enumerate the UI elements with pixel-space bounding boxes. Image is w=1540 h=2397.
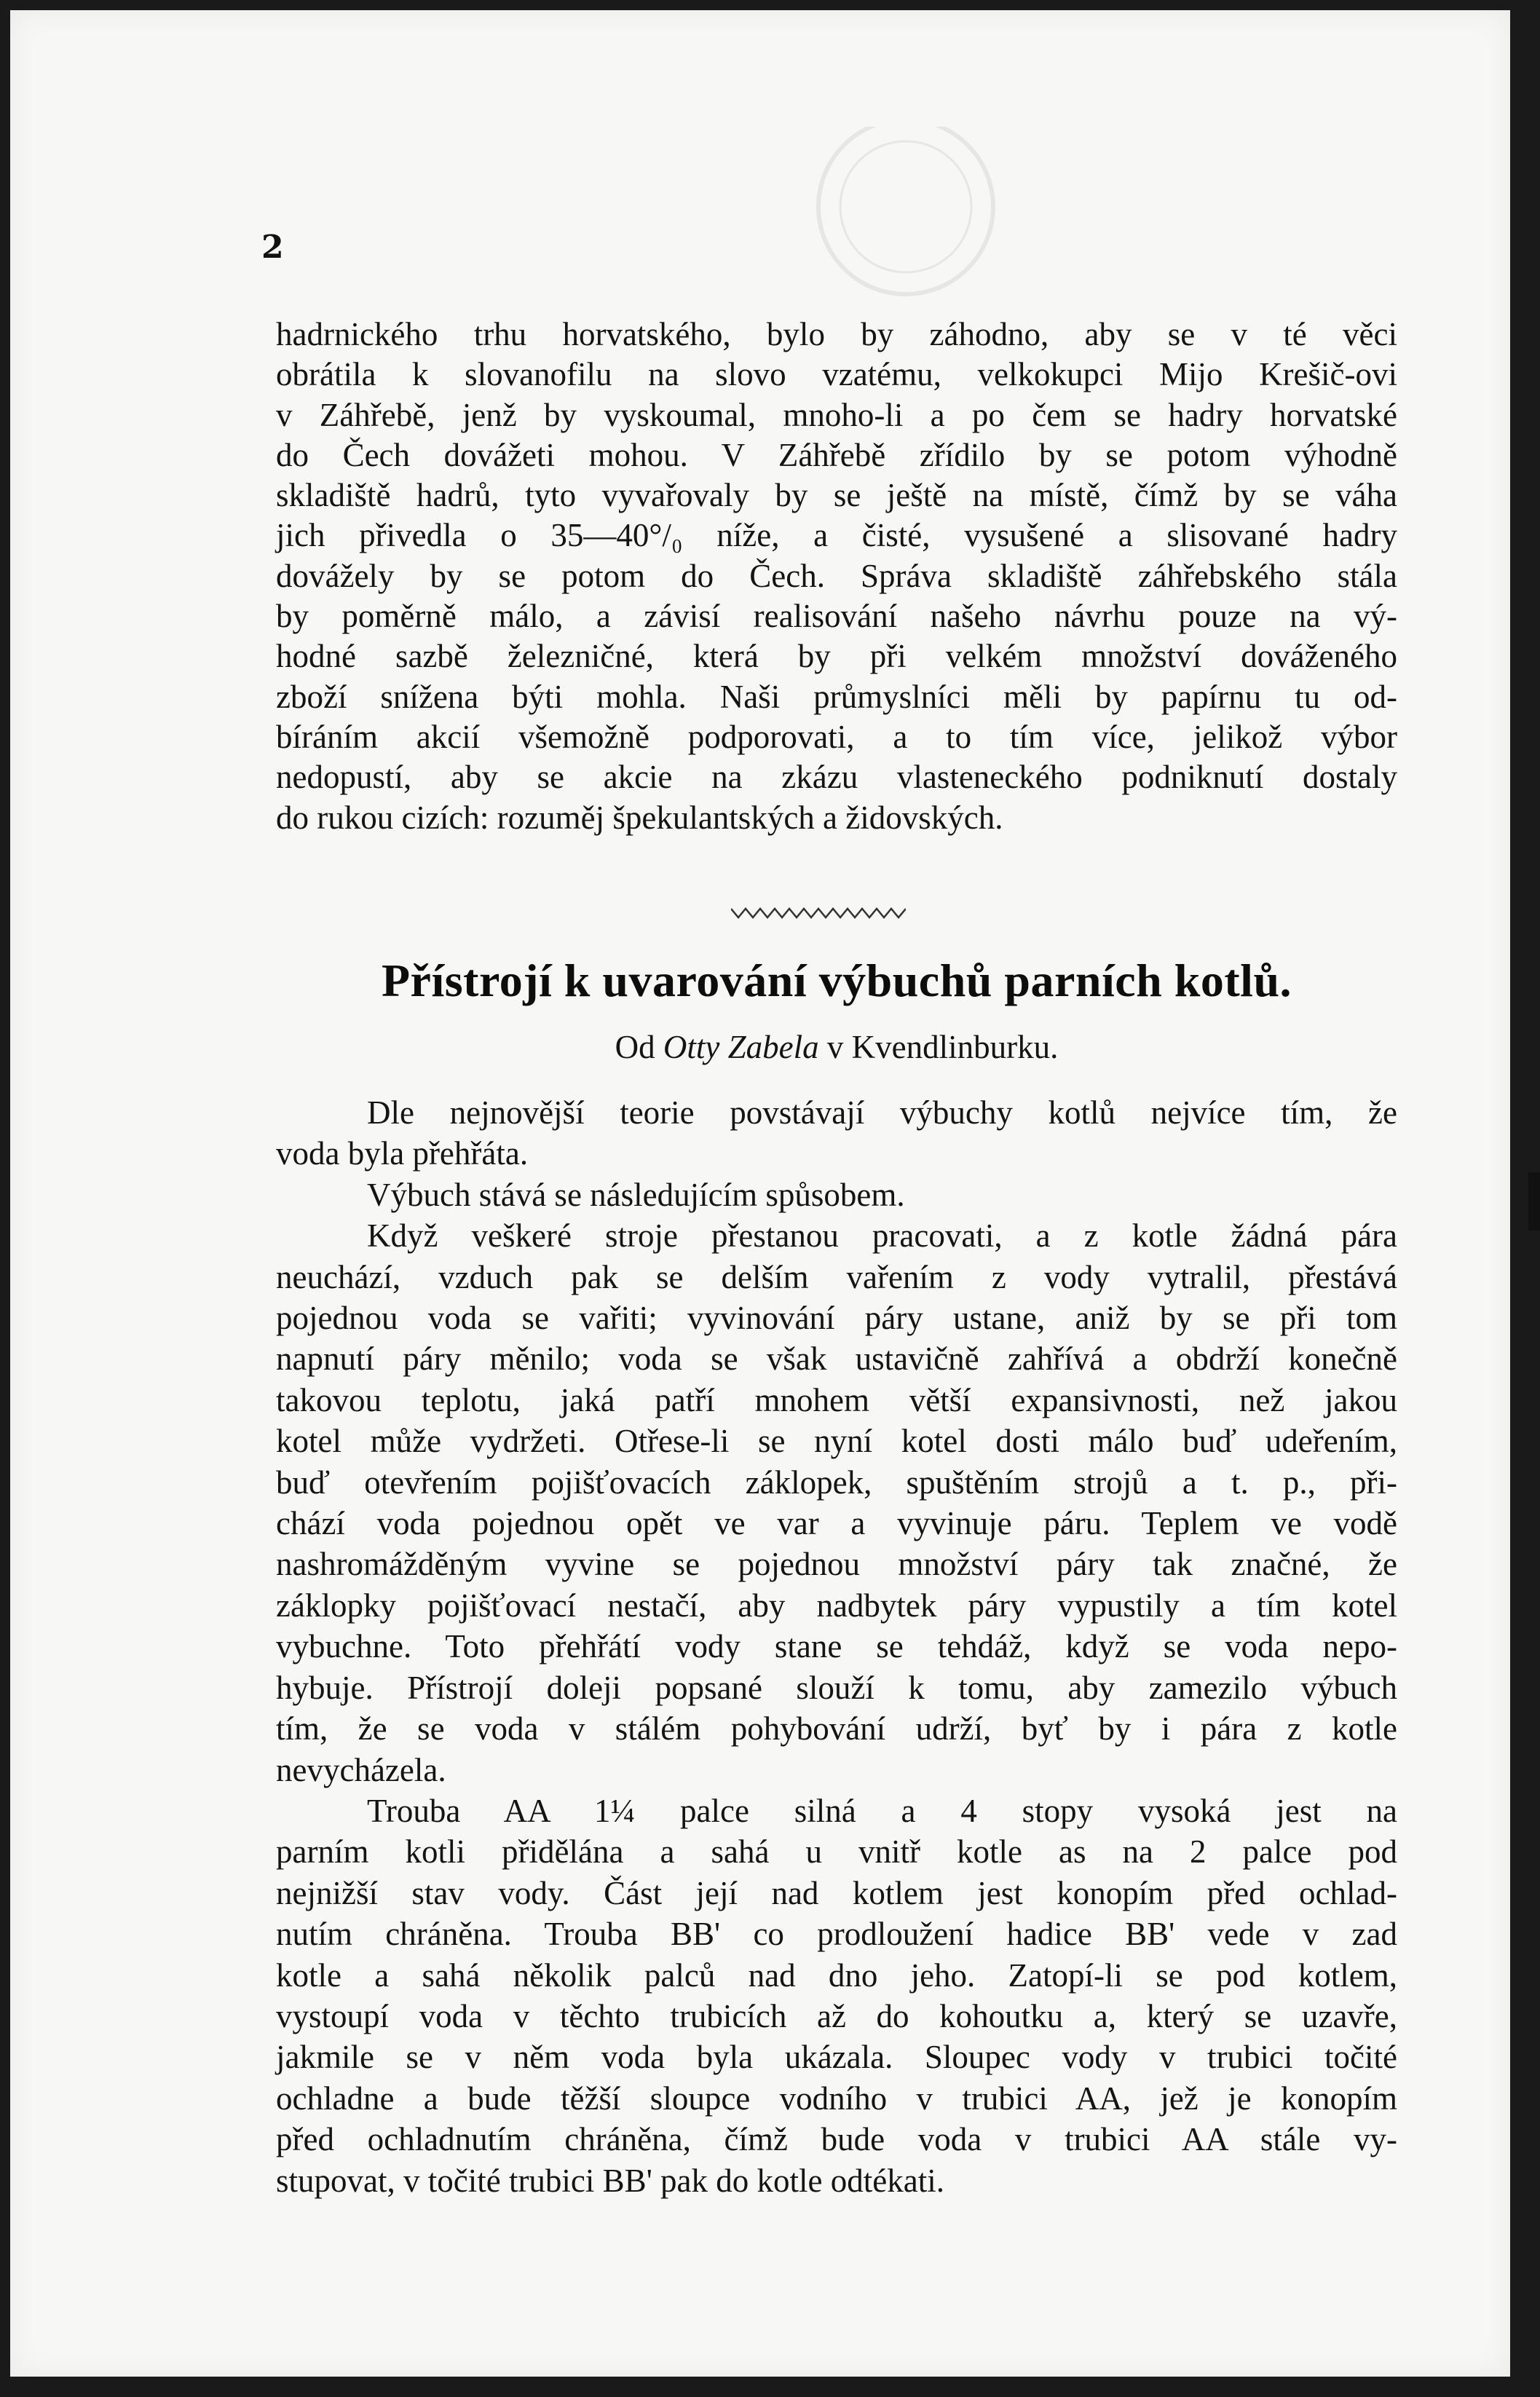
text-line: hadrnického trhu horvatského, bylo by záhodno, aby se v té věci xyxy=(276,316,1397,352)
text-line: jich přivedla o 35—40°/₀ níže, a čisté, vysušené a slisované hadry xyxy=(276,517,1397,554)
text-line: v Záhřebě, jenž by vyskoumal, mnoho-li a po čem se hadry horvatské xyxy=(276,396,1397,433)
article-body xyxy=(276,1092,1397,2201)
text-line: parním kotli přidělána a sahá u vnitř kotle as na 2 palce pod xyxy=(276,1833,1397,1871)
text-line: nejnižší stav vody. Část její nad kotlem jest konopím před ochlad- xyxy=(276,1874,1397,1911)
scan-edge-mark xyxy=(1528,1172,1540,1231)
text-line: pojednou voda se vařiti; vyvinování páry ustane, aniž by se při tom xyxy=(276,1300,1397,1337)
text-line: jakmile se v něm voda byla ukázala. Sloupec vody v trubici točité xyxy=(276,2039,1397,2076)
text-line: nutím chráněna. Trouba BB' co prodloužení hadice BB' vede v zad xyxy=(276,1916,1397,1953)
text-line: neuchází, vzduch pak se delším vařením z vody vytralil, přestává xyxy=(276,1258,1397,1295)
text-line: hybuje. Přístrojí doleji popsané slouží k tomu, aby zamezilo výbuch xyxy=(276,1669,1397,1706)
text-line: hodné sazbě železničné, která by při velkém množství dováženého xyxy=(276,638,1397,675)
section-divider-ornament xyxy=(731,903,906,922)
text-line: takovou teplotu, jaká patří mnohem větší expansivnosti, než jakou xyxy=(276,1381,1397,1418)
text-line: vybuchne. Toto přehřátí vody stane se tehdáž, když se voda nepo- xyxy=(276,1628,1397,1665)
text-line: skladiště hadrů, tyto vyvařovaly by se ještě na místě, čímž by se váha xyxy=(276,477,1397,514)
continuation-paragraph xyxy=(276,315,1397,838)
byline-location: v Kvendlinburku. xyxy=(826,1029,1059,1065)
text-line: nedopustí, aby se akcie na zkázu vlasteneckého podniknutí dostaly xyxy=(276,759,1397,796)
text-line: buď otevřením pojišťovacích záklopek, spuštěním strojů a t. p., při- xyxy=(276,1464,1397,1501)
text-line: kotle a sahá několik palců nad dno jeho. Zatopí-li se pod kotlem, xyxy=(276,1956,1397,1994)
text-line: do Čech dovážeti mohou. V Záhřebě zřídilo by se potom výhodně xyxy=(276,436,1397,473)
text-line: Když veškeré stroje přestanou pracovati, a z kotle žádná pára xyxy=(367,1217,1397,1255)
text-line: zboží snížena býti mohla. Naši průmyslníci měli by papírnu tu od- xyxy=(276,678,1397,715)
article-title: Přístrojí k uvarování výbuchů parních kotlů. xyxy=(381,955,1292,1006)
author-name: Otty Zabela xyxy=(663,1029,819,1065)
text-line: nashromážděným vyvine se pojednou množství páry tak značné, že xyxy=(276,1546,1397,1583)
text-line: Trouba AA 1¼ palce silná a 4 stopy vysoká jest na xyxy=(367,1792,1397,1829)
text-line: napnutí páry měnilo; voda se však ustavičně zahřívá a obdrží konečně xyxy=(276,1340,1397,1378)
text-line: ochladne a bude těžší sloupce vodního v trubici AA, jež je konopím xyxy=(276,2080,1397,2117)
text-line: Výbuch stává se následujícím spůsobem. xyxy=(367,1176,905,1213)
byline-prefix: Od xyxy=(615,1029,655,1065)
text-line: dovážely by se potom do Čech. Správa skladiště záhřebského stála xyxy=(276,557,1397,594)
text-line: do rukou cizích: rozuměj špekulantských a židovských. xyxy=(276,799,1003,836)
document-page xyxy=(10,10,1510,2377)
text-line: nevycházela. xyxy=(276,1751,446,1788)
text-line: před ochladnutím chráněna, čímž bude voda v trubici AA stále vy- xyxy=(276,2121,1397,2158)
text-line: tím, že se voda v stálém pohybování udrží, byť by i pára z kotle xyxy=(276,1710,1397,1748)
text-line: voda byla přehřáta. xyxy=(276,1135,529,1172)
faded-library-stamp xyxy=(753,127,1059,316)
text-line: chází voda pojednou opět ve var a vyvinuje páru. Teplem ve vodě xyxy=(276,1505,1397,1542)
text-line: by poměrně málo, a závisí realisování našeho návrhu pouze na vý- xyxy=(276,598,1397,635)
text-line: obrátila k slovanofilu na slovo vzatému, velkokupci Mijo Krešič-ovi xyxy=(276,356,1397,393)
text-line: záklopky pojišťovací nestačí, aby nadbytek páry vypustily a tím kotel xyxy=(276,1587,1397,1624)
byline xyxy=(276,1028,1397,1066)
text-line: Dle nejnovější teorie povstávají výbuchy kotlů nejvíce tím, že xyxy=(367,1094,1397,1131)
text-line: vystoupí voda v těchto trubicích až do kohoutku a, který se uzavře, xyxy=(276,1997,1397,2034)
page-number: 2 xyxy=(261,229,284,266)
text-line: bíráním akcií všemožně podporovati, a to tím více, jelikož výbor xyxy=(276,718,1397,755)
text-line: kotel může vydržeti. Otřese-li se nyní kotel dosti málo buď udeřením, xyxy=(276,1423,1397,1460)
text-line: stupovat, v točité trubici BB' pak do kotle odtékati. xyxy=(276,2162,944,2199)
